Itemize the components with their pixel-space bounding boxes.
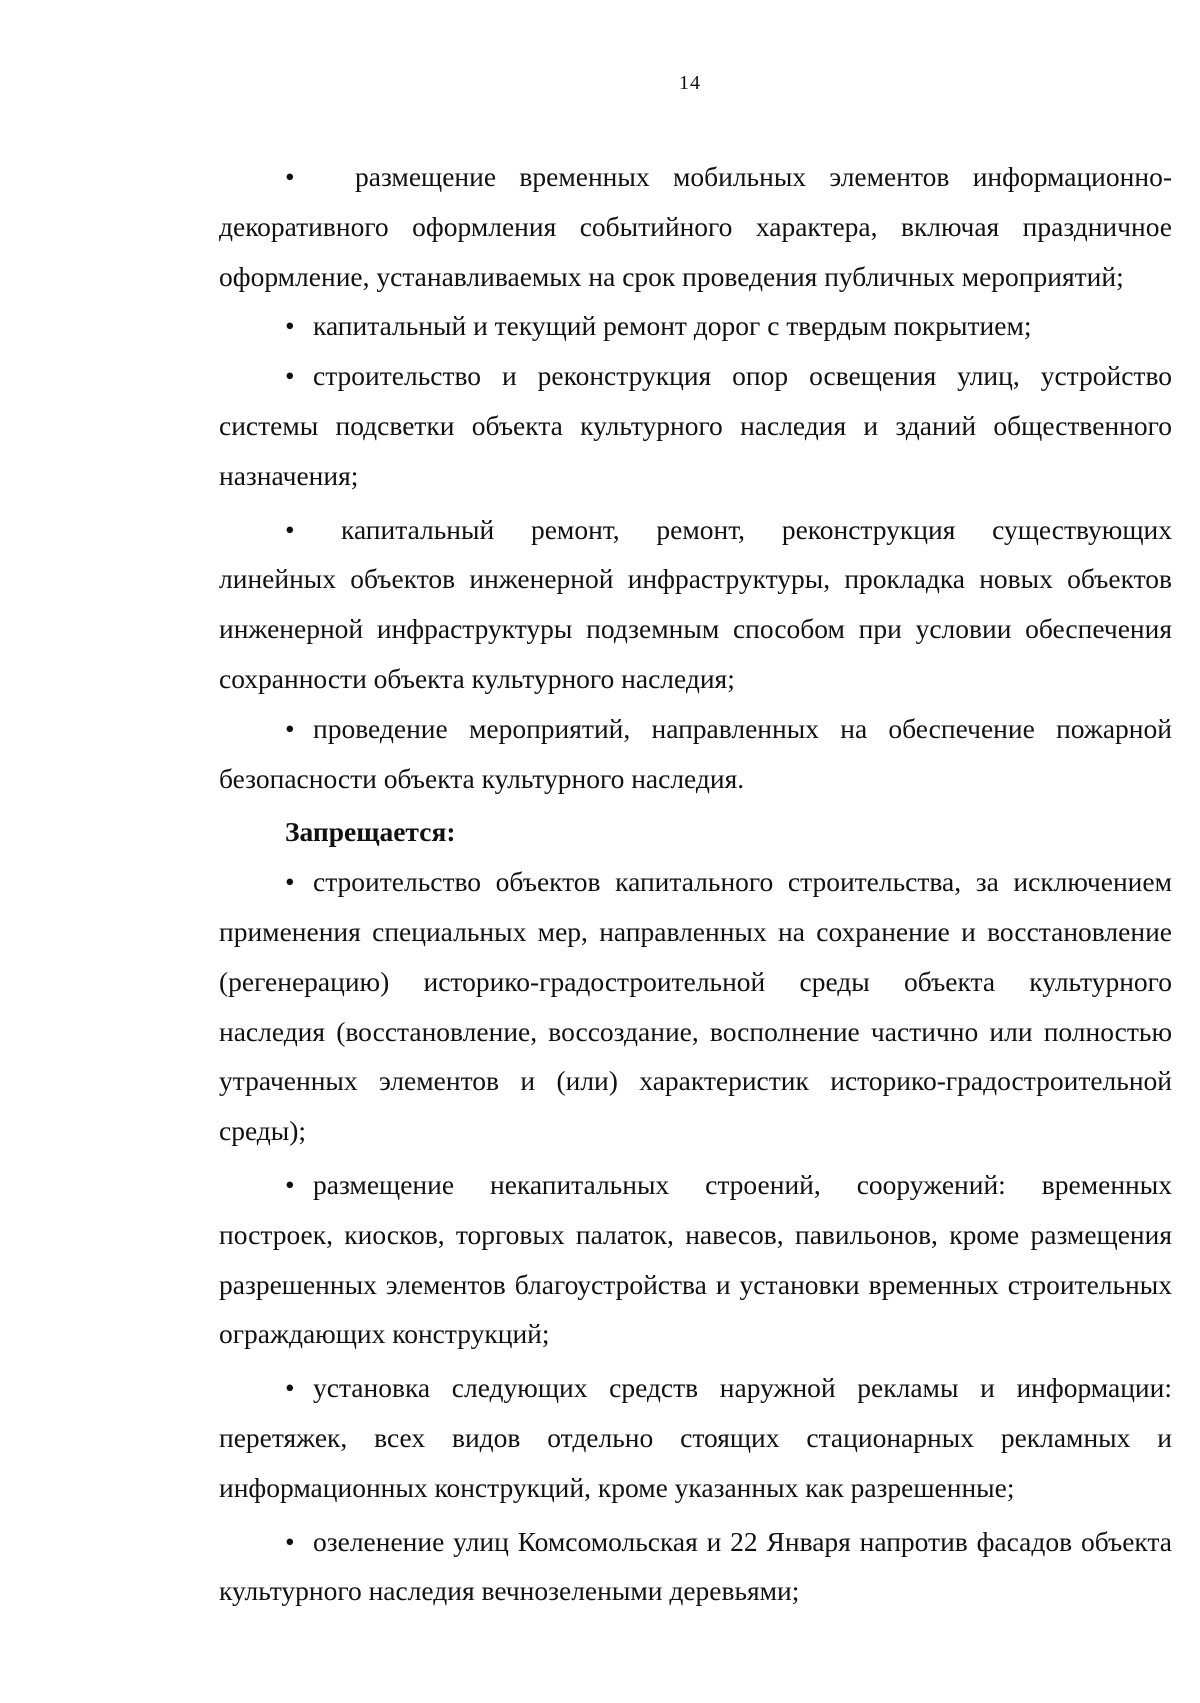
- list-item: [219, 1363, 1172, 1512]
- list-item-text: строительство и реконструкция опор освещения улиц, устройство системы подсветки объекта культурного наследия и зданий общественного назначения;: [219, 360, 1172, 491]
- list-item-text: размещение некапитальных строений, сооружений: временных построек, киосков, торговых палаток, навесов, павильонов, кроме размещения разрешенных элементов благоустройства и установки временных строительных ограждающих конструкций;: [219, 1168, 1172, 1350]
- list-item: [219, 505, 1172, 704]
- bullet-icon: •: [285, 310, 295, 342]
- bullet-icon: •: [285, 513, 295, 545]
- list-item-text: капитальный и текущий ремонт дорог с твердым покрытием;: [313, 310, 1032, 342]
- page-number: 14: [679, 72, 701, 94]
- list-item: [219, 857, 1172, 1156]
- bullet-icon: •: [285, 161, 295, 192]
- list-item: [219, 152, 1172, 301]
- bullet-icon: •: [285, 712, 295, 744]
- prohibited-heading: Запрещается:: [285, 816, 456, 848]
- list-item-text: размещение временных мобильных элементов информационно-декоративного оформления событийного характера, включая праздничное оформление, устанавливаемых на срок проведения публичных мероприятий;: [219, 161, 1172, 292]
- list-item-text: капитальный ремонт, ремонт, реконструкция существующих линейных объектов инженерной инфраструктуры, прокладка новых объектов инженерной инфраструктуры подземным способом при условии обеспечения сохранности объекта культурного наследия;: [219, 513, 1172, 694]
- list-item: [219, 1517, 1172, 1617]
- list-item: [219, 351, 1172, 500]
- list-item-text: установка следующих средств наружной рекламы и информации: перетяжек, всех видов отдельно стоящих стационарных рекламных и информационных конструкций, кроме указанных как разрешенные;: [219, 1372, 1172, 1503]
- list-item-text: озеленение улиц Комсомольская и 22 Января напротив фасадов объекта культурного наследия вечнозелеными деревьями;: [219, 1525, 1172, 1607]
- bullet-icon: •: [285, 1525, 295, 1557]
- bullet-icon: •: [285, 1168, 295, 1200]
- bullet-icon: •: [285, 360, 295, 392]
- list-item: [219, 704, 1172, 804]
- bullet-icon: •: [285, 1372, 295, 1404]
- list-item-text: проведение мероприятий, направленных на обеспечение пожарной безопасности объекта культурного наследия.: [219, 712, 1172, 794]
- list-item: [219, 301, 1172, 351]
- bullet-icon: •: [285, 866, 295, 898]
- document-body: [219, 152, 1172, 1616]
- list-item: [219, 1160, 1172, 1359]
- list-item-text: строительство объектов капитального строительства, за исключением применения специальных мер, направленных на сохранение и восстановление (регенерацию) историко-градостроительной среды объекта культурного наследия (восстановление, воссоздание, восполнение частично или полностью утраченных элементов и (или) характеристик историко-градостроительной среды);: [219, 866, 1172, 1147]
